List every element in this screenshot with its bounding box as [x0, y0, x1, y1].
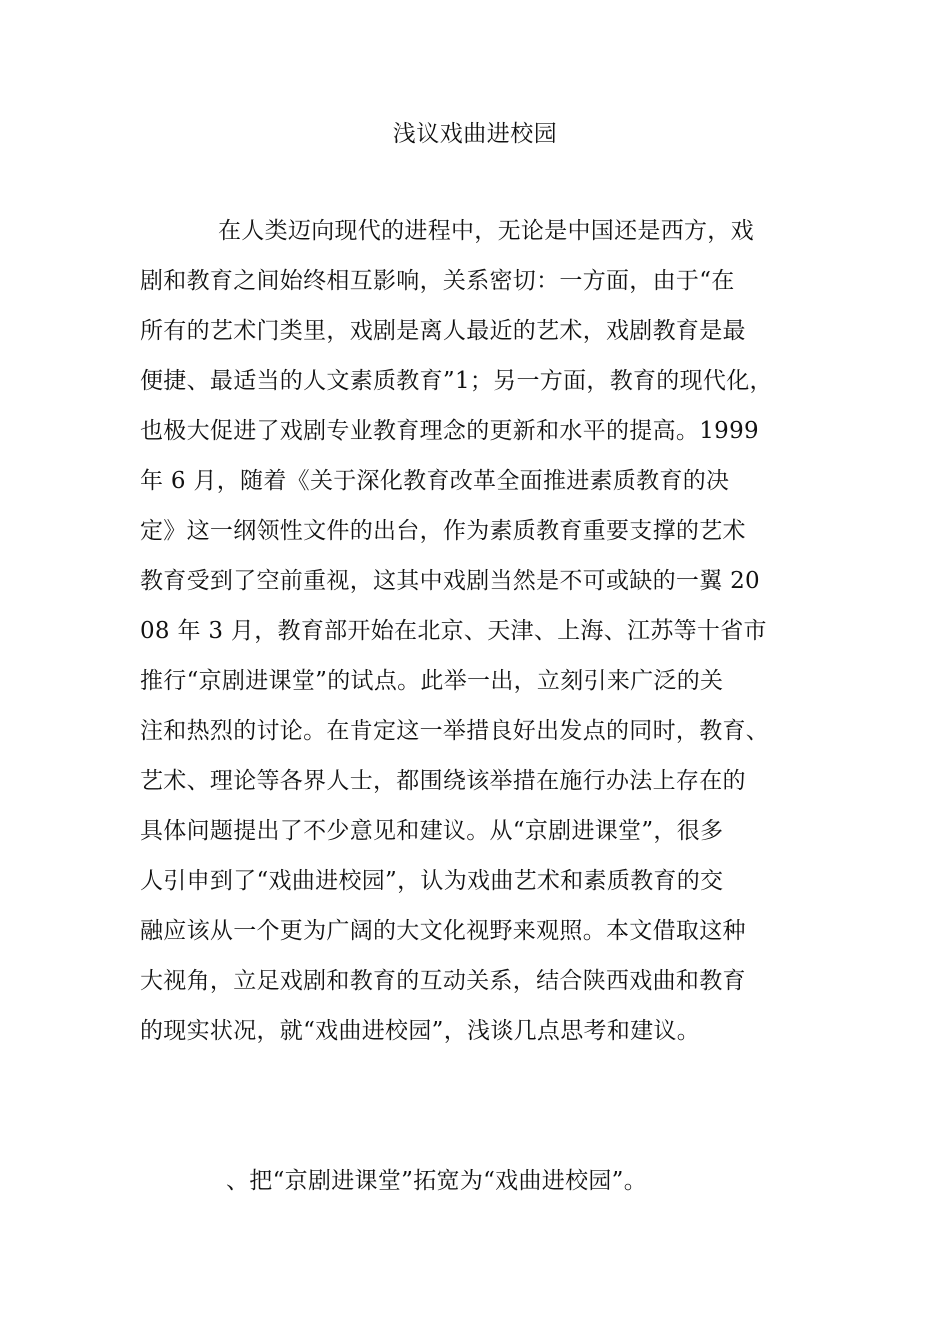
paragraph-line: 艺术、理论等各界人士，都围绕该举措在施行办法上存在的: [140, 768, 746, 794]
paragraph-line: 剧和教育之间始终相互影响，关系密切：一方面，由于“在: [140, 268, 735, 294]
paragraph-line: 在人类迈向现代的进程中，无论是中国还是西方，戏: [218, 218, 754, 244]
paragraph-line: 人引申到了“戏曲进校园”，认为戏曲艺术和素质教育的交: [140, 868, 724, 894]
paragraph-line: 年 6 月，随着《关于深化教育改革全面推进素质教育的决: [140, 468, 730, 494]
paragraph-line: 便捷、最适当的人文素质教育”1；另一方面，教育的现代化，: [140, 368, 773, 394]
paragraph-line: 教育受到了空前重视，这其中戏剧当然是不可或缺的一翼 20: [140, 568, 760, 594]
paragraph-line: 08 年 3 月，教育部开始在北京、天津、上海、江苏等十省市: [140, 618, 767, 644]
body-paragraph: [140, 206, 840, 1056]
paragraph-line: 注和热烈的讨论。在肯定这一举措良好出发点的同时，教育、: [140, 718, 770, 744]
section-heading: 、把“京剧进课堂”拓宽为“戏曲进校园”。: [226, 1168, 648, 1194]
document-title: 浅议戏曲进校园: [392, 121, 558, 147]
paragraph-line: 融应该从一个更为广阔的大文化视野来观照。本文借取这种: [140, 918, 746, 944]
paragraph-line: 推行“京剧进课堂”的试点。此举一出，立刻引来广泛的关: [140, 668, 724, 694]
paragraph-line: 的现实状况，就“戏曲进校园”，浅谈几点思考和建议。: [140, 1018, 701, 1044]
paragraph-line: 也极大促进了戏剧专业教育理念的更新和水平的提高。1999: [140, 418, 759, 444]
paragraph-line: 所有的艺术门类里，戏剧是离人最近的艺术，戏剧教育是最: [140, 318, 746, 344]
paragraph-line: 大视角，立足戏剧和教育的互动关系，结合陕西戏曲和教育: [140, 968, 746, 994]
paragraph-line: 具体问题提出了不少意见和建议。从“京剧进课堂”，很多: [140, 818, 724, 844]
paragraph-line: 定》这一纲领性文件的出台，作为素质教育重要支撑的艺术: [140, 518, 746, 544]
